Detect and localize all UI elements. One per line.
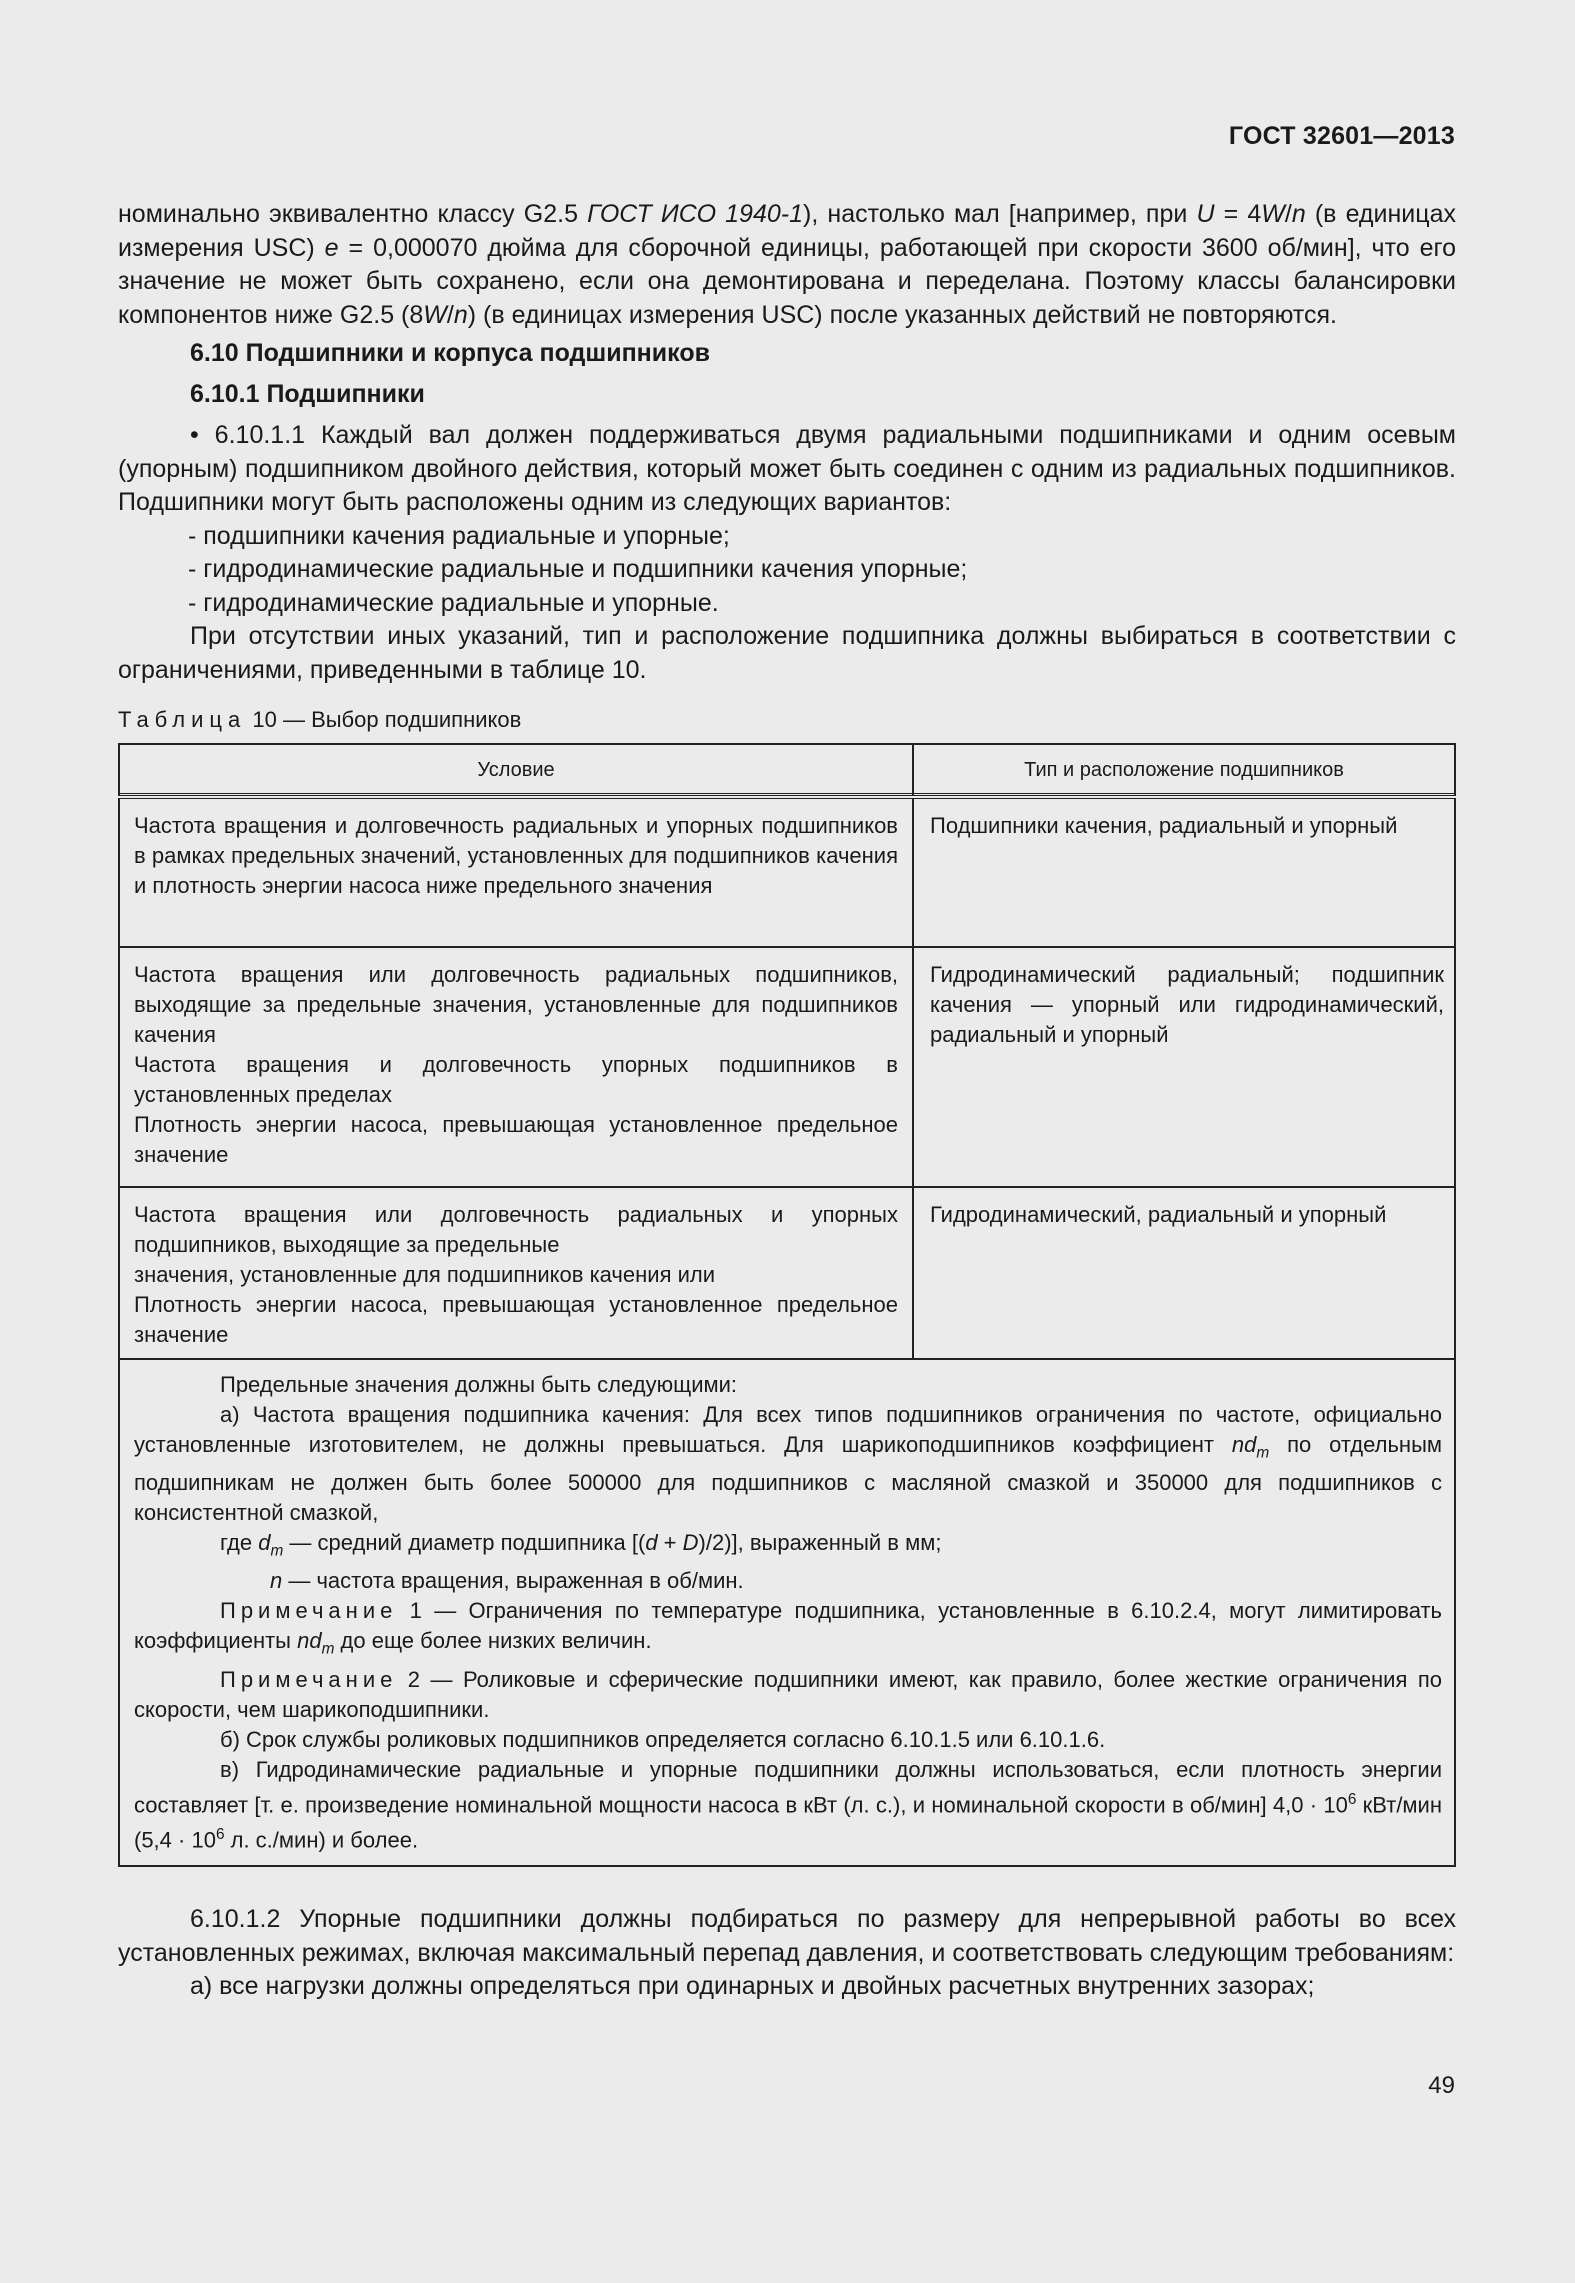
text-span: — средний диаметр подшипника [( [283, 1529, 646, 1555]
var-d: d [645, 1529, 658, 1555]
text-span: л. с./мин) и более. [224, 1827, 419, 1853]
text-span: ), настолько мал [например, при [803, 200, 1197, 228]
subscript-m: m [270, 1542, 284, 1560]
text-span: где [220, 1529, 259, 1555]
table-row [119, 797, 1455, 947]
note-line [134, 1665, 1442, 1725]
var-n: n [270, 1568, 283, 1594]
text-span: — частота вращения, выраженная в об/мин. [282, 1568, 744, 1594]
condition-cell [119, 797, 913, 947]
text-span: = 4 [1214, 200, 1262, 228]
text-span: номинально эквивалентно классу G2.5 [118, 200, 588, 228]
caption-title: 10 — Выбор подшипников [246, 707, 522, 732]
condition-text: Частота вращения или долговечность радиальных подшипников, выходящие за предельные значения, установленные для подшипников качения [134, 961, 898, 1047]
type-cell: Подшипники качения, радиальный и упорный [913, 797, 1455, 947]
condition-cell [119, 1187, 913, 1359]
condition-cell [119, 947, 913, 1187]
text-span: + [657, 1529, 683, 1555]
superscript: 6 [1347, 1790, 1357, 1808]
var-d: d [258, 1529, 271, 1555]
text-span: по отдельным подшипникам не должен быть более 500000 для подшипников с масляной смазкой и 350000 для подшипников с консистентной смазкой, [134, 1431, 1443, 1525]
text-span: 2 — Роликовые и сферические подшипники имеют, как правило, более жесткие ограничения по скорости, чем шарикоподшипники. [134, 1666, 1442, 1722]
note-label: Примечание [220, 1666, 398, 1692]
text-span: в) Гидродинамические радиальные и упорные подшипники должны использоваться, если плотность энергии составляет [т. е. произведение номинальной мощности насоса в кВт (л. с.), и номинальной скорости в об/мин] 4,0 · 10 [134, 1756, 1442, 1817]
text-span: до еще более низких величин. [334, 1628, 652, 1654]
subscript-m: m [1256, 1443, 1270, 1461]
standard-reference: ГОСТ ИСО 1940-1 [587, 200, 803, 228]
table-row [119, 1187, 1455, 1359]
condition-text: Частота вращения и долговечность радиальных и упорных подшипников в рамках предельных значений, установленных для подшипников качения и плотность энергии насоса ниже предельного значения [134, 812, 898, 898]
clause-6-10-1-2: 6.10.1.2 Упорные подшипники должны подбираться по размеру для непрерывной работы во всех установленных режимах, включая максимальный перепад давления, и соответствовать следующим требованиям: [118, 1905, 1456, 1967]
var-D: D [682, 1529, 699, 1555]
var-w: W [1261, 200, 1285, 228]
section-heading-6-10-1: 6.10.1 Подшипники [190, 380, 425, 408]
note-line [134, 1566, 1442, 1596]
var-w: W [423, 300, 447, 329]
note-line [134, 1596, 1442, 1664]
var-n: n [1291, 200, 1306, 228]
note-line [134, 1400, 1442, 1528]
requirement-a: а) все нагрузки должны определяться при одинарных и двойных расчетных внутренних зазорах; [190, 1972, 1315, 2001]
type-cell: Гидродинамический радиальный; подшипник качения — упорный или гидродинамический, радиальный и упорный [913, 947, 1455, 1187]
text-span: = 0,000070 дюйма для сборочной единицы, работающей при скорости 3600 об/мин], что его значение не может быть сохранено, если она демонтирована и переделана. Поэтому классы балансировки компонентов ниже G2.5 (8 [118, 233, 1456, 329]
text-span: а) Частота вращения подшипника качения: Для всех типов подшипников ограничения по частоте, официально установленные изготовителем, не должны превышаться. Для шарикоподшипников коэффициент [134, 1401, 1442, 1457]
var-n: n [453, 300, 468, 329]
list-item: - подшипники качения радиальные и упорные; [188, 521, 730, 550]
list-item: - гидродинамические радиальные и упорные. [188, 588, 719, 617]
note-line [134, 1755, 1442, 1856]
header-text: Условие [120, 745, 912, 794]
text-span: / [1284, 200, 1292, 228]
condition-text: значения, установленные для подшипников качения или [134, 1261, 716, 1287]
note-line [134, 1528, 1442, 1566]
condition-text: Плотность энергии насоса, превышающая установленное предельное значение [134, 1291, 898, 1347]
note-label: Примечание [220, 1598, 398, 1624]
clause-6-10-1-1: • 6.10.1.1 Каждый вал должен поддерживаться двумя радиальными подшипниками и одним осевым (упорным) подшипником двойного действия, который может быть соединен с одним из радиальных подшипников. Подшипники могут быть расположены одним из следующих вариантов: [118, 421, 1456, 516]
var-u: U [1196, 200, 1215, 228]
table-header-row [119, 744, 1455, 797]
table-notes-row [119, 1359, 1455, 1867]
text-span: 1 — Ограничения по температуре подшипника, установленные в 6.10.2.4, могут лимитировать коэффициенты [134, 1598, 1442, 1654]
intro-paragraph [118, 198, 1456, 332]
text-span: (в единицах измерения USC) [118, 200, 1456, 262]
notes-cell [119, 1359, 1455, 1867]
condition-text: Плотность энергии насоса, превышающая установленное предельное значение [134, 1111, 898, 1167]
selection-paragraph: При отсутствии иных указаний, тип и расположение подшипника должны выбираться в соответствии с ограничениями, приведенными в таблице 10. [118, 622, 1456, 684]
var-e: e [324, 233, 339, 262]
table-row [119, 947, 1455, 1187]
list-item: - гидродинамические радиальные и подшипники качения упорные; [188, 555, 968, 583]
page-content [118, 198, 1456, 2004]
note-line: Предельные значения должны быть следующими: [220, 1371, 738, 1397]
condition-text: Частота вращения или долговечность радиальных и упорных подшипников, выходящие за предельные [134, 1201, 898, 1257]
document-id-header: ГОСТ 32601—2013 [1228, 122, 1455, 150]
subscript-m: m [321, 1640, 335, 1658]
arrangement-list [188, 520, 1456, 621]
note-line: б) Срок службы роликовых подшипников определяется согласно 6.10.1.5 или 6.10.1.6. [220, 1726, 1106, 1752]
superscript: 6 [215, 1826, 225, 1843]
var-nd: nd [1231, 1431, 1257, 1457]
column-header-type [913, 744, 1455, 797]
table-caption [118, 703, 1456, 737]
condition-text: Частота вращения и долговечность упорных подшипников в установленных пределах [134, 1051, 898, 1107]
type-cell: Гидродинамический, радиальный и упорный [913, 1187, 1455, 1359]
text-span: ) (в единицах измерения USC) после указанных действий не повторяются. [467, 300, 1337, 329]
header-text: Тип и расположение подшипников [914, 745, 1454, 794]
var-nd: nd [297, 1628, 322, 1654]
caption-word: Таблица [118, 707, 247, 732]
section-heading-6-10: 6.10 Подшипники и корпуса подшипников [190, 339, 710, 367]
bearing-selection-table [118, 743, 1456, 1868]
text-span: )/2)], выраженный в мм; [698, 1529, 942, 1555]
page-number: 49 [1428, 2072, 1455, 2099]
text-span: / [446, 300, 454, 329]
text-span: кВт/мин (5,4 · 10 [134, 1792, 1442, 1853]
column-header-condition [119, 744, 913, 797]
